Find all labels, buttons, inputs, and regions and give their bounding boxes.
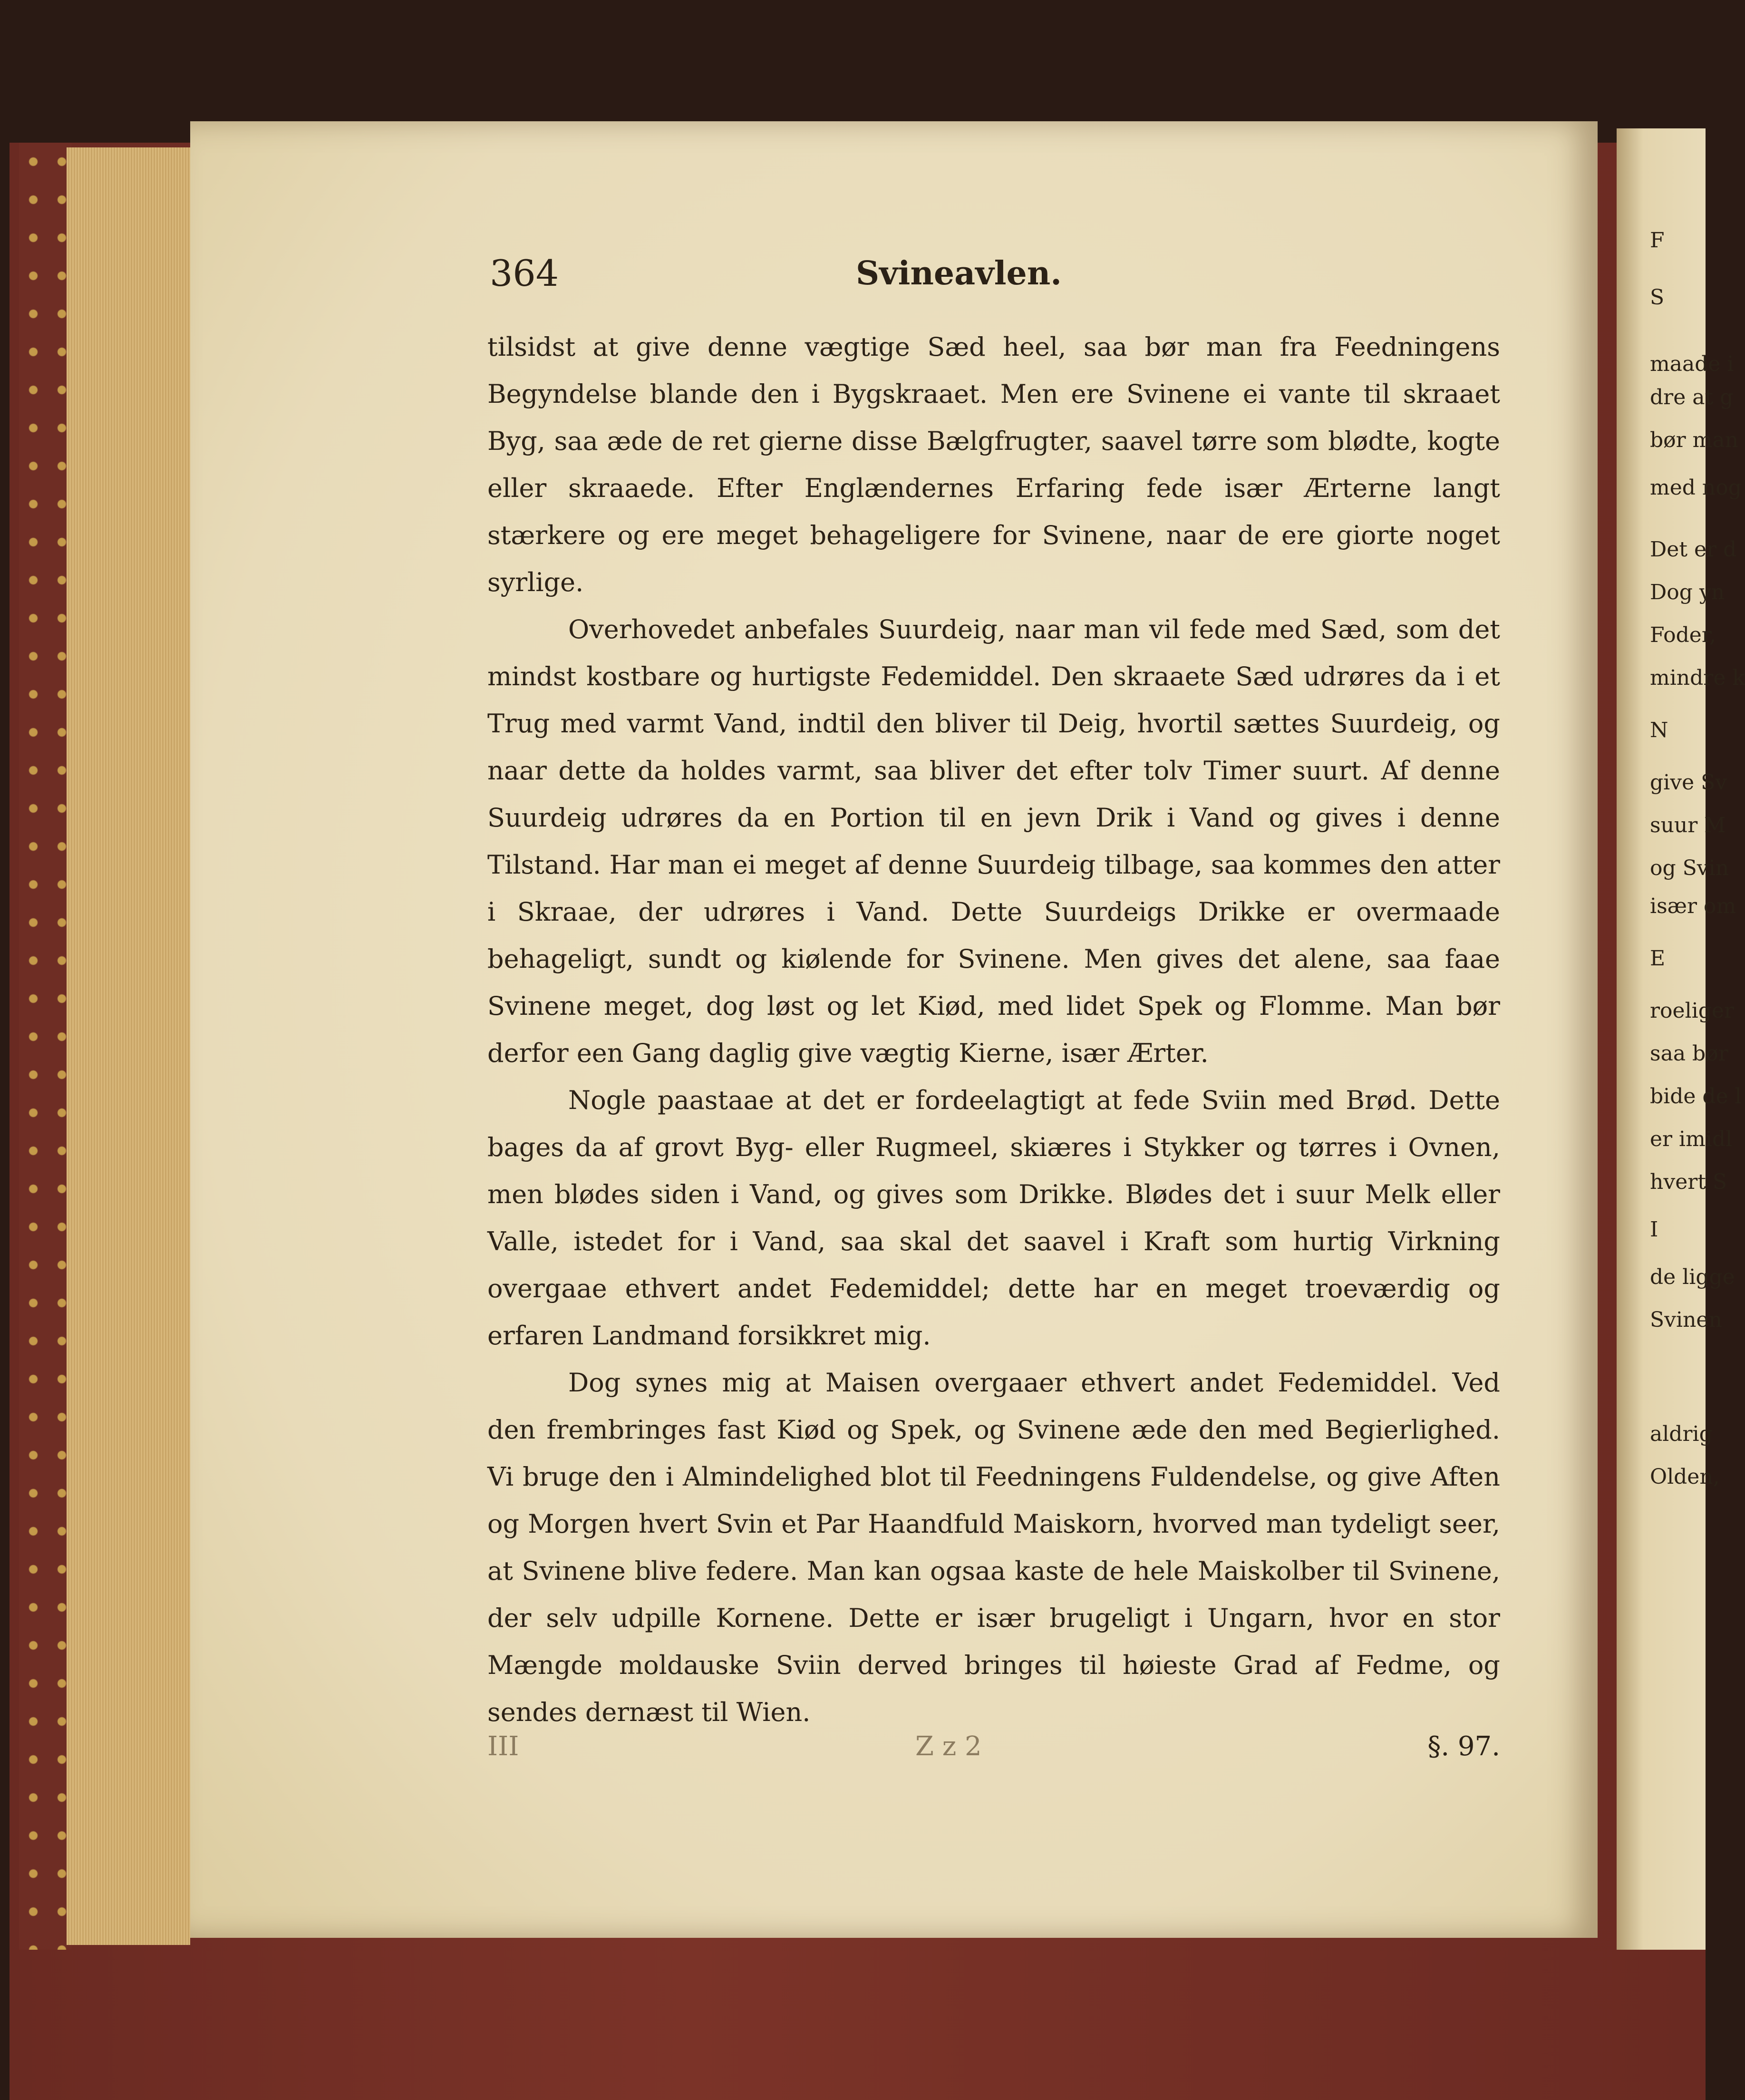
facing-page-fragment: Olden, — [1650, 1465, 1720, 1489]
facing-page-fragment: Dog yn — [1650, 580, 1725, 604]
facing-page-fragment: give Sv — [1650, 770, 1727, 795]
facing-page-fragment: roeliger — [1650, 999, 1734, 1023]
signature-mark: Z z 2 — [915, 1731, 982, 1762]
paragraph: Nogle paastaae at det er fordeelagtigt at fede Sviin med Brød. Dette bages da af grovt Byg- eller Rugmeel, skiæres i Stykker og tørres i Ovnen, men blødes siden i Vand, og gives som Drikke. Blødes det i suur Melk eller Valle, istedet for i Vand, saa skal det saavel i Kraft som hurtig Virkning overgaae ethvert andet Fedemiddel; dette har en meget troeværdig og erfaren Landmand forsikkret mig. — [487, 1085, 1500, 1351]
facing-page-fragment: S — [1650, 285, 1665, 310]
body-text — [487, 323, 1500, 1736]
facing-page-fragment: de ligge — [1650, 1265, 1735, 1289]
facing-page-fragment: dre at g — [1650, 385, 1734, 409]
paragraph: Dog synes mig at Maisen overgaaer ethvert andet Fedemiddel. Ved den frembringes fast Kiød og Spek, og Svinene æde den med Begierlighed. Vi bruge den i Almindelighed blot til Feedningens Fuldendelse, og give Aften og Morgen hvert Svin et Par Haandfuld Maiskorn, hvorved man tydeligt seer, at Svinene blive federe. Man kan ogsaa kaste de hele Maiskolber til Svinene, der selv udpille Kornene. Dette er især brugeligt i Ungarn, hvor en stor Mængde moldauske Sviin derved bringes til høieste Grad af Fedme, og sendes dernæst til Wien. — [487, 1368, 1500, 1727]
page-edges — [67, 147, 190, 1945]
facing-page-fragment: N — [1650, 718, 1668, 742]
running-head: Svineavlen. — [856, 254, 1062, 292]
facing-page-fragment: maade i — [1650, 352, 1734, 376]
cover-ornament-border — [19, 143, 71, 1950]
facing-page-fragment: med nog — [1650, 476, 1742, 500]
facing-page-fragment: suur M — [1650, 813, 1726, 837]
facing-page-fragment: Svinen — [1650, 1308, 1722, 1332]
facing-page-fragment: aldrig — [1650, 1422, 1713, 1446]
facing-page-fragment: mindre k — [1650, 666, 1745, 690]
paragraph: Overhovedet anbefales Suurdeig, naar man vil fede med Sæd, som det mindst kostbare og hurtigste Fedemiddel. Den skraaete Sæd udrøres da i et Trug med varmt Vand, indtil den bliver til Deig, hvortil sættes Suurdeig, og naar dette da holdes varmt, saa bliver det efter tolv Timer suurt. Af denne Suurdeig udrøres da en Portion til en jevn Drik i Vand og gives i denne Tilstand. Har man ei meget af denne Suurdeig tilbage, saa kommes den atter i Skraae, der udrøres i Vand. Dette Suurdeigs Drikke er overmaade behageligt, sundt og kiølende for Svinene. Men gives det alene, saa faae Svinene meget, dog løst og let Kiød, med lidet Spek og Flomme. Man bør derfor een Gang daglig give vægtig Kierne, især Ærter. — [487, 614, 1500, 1068]
footer-mark: III — [487, 1731, 519, 1762]
paragraph: tilsidst at give denne vægtige Sæd heel, saa bør man fra Feedningens Begyndelse blande den i Bygskraaet. Men ere Svinene ei vante til skraaet Byg, saa æde de ret gierne disse Bælgfrugter, saavel tørre som blødte, kogte eller skraaede. Efter Englændernes Erfaring fede især Ærterne langt stærkere og ere meget behageligere for Svinene, naar de ere giorte noget syrlige. — [487, 332, 1500, 597]
facing-page-fragment: især om — [1650, 894, 1736, 918]
facing-page — [1617, 128, 1745, 1950]
facing-page-fragment: F — [1650, 228, 1665, 253]
facing-page-fragment: E — [1650, 946, 1666, 971]
facing-page-fragment: Foder, — [1650, 623, 1716, 647]
facing-page-fragment: I — [1650, 1217, 1658, 1242]
catchword: §. 97. — [1427, 1731, 1500, 1762]
facing-page-fragment: hvert S — [1650, 1170, 1727, 1194]
page-number: 364 — [490, 252, 559, 294]
facing-page-fragment: Det er d — [1650, 537, 1737, 562]
facing-page-fragment: bør man — [1650, 428, 1738, 452]
facing-page-fragment: er imidl — [1650, 1127, 1733, 1151]
facing-page-fragment: saa bør — [1650, 1041, 1728, 1066]
facing-page-fragment: bide de l — [1650, 1084, 1742, 1108]
facing-page-fragment: og Svin — [1650, 856, 1729, 880]
